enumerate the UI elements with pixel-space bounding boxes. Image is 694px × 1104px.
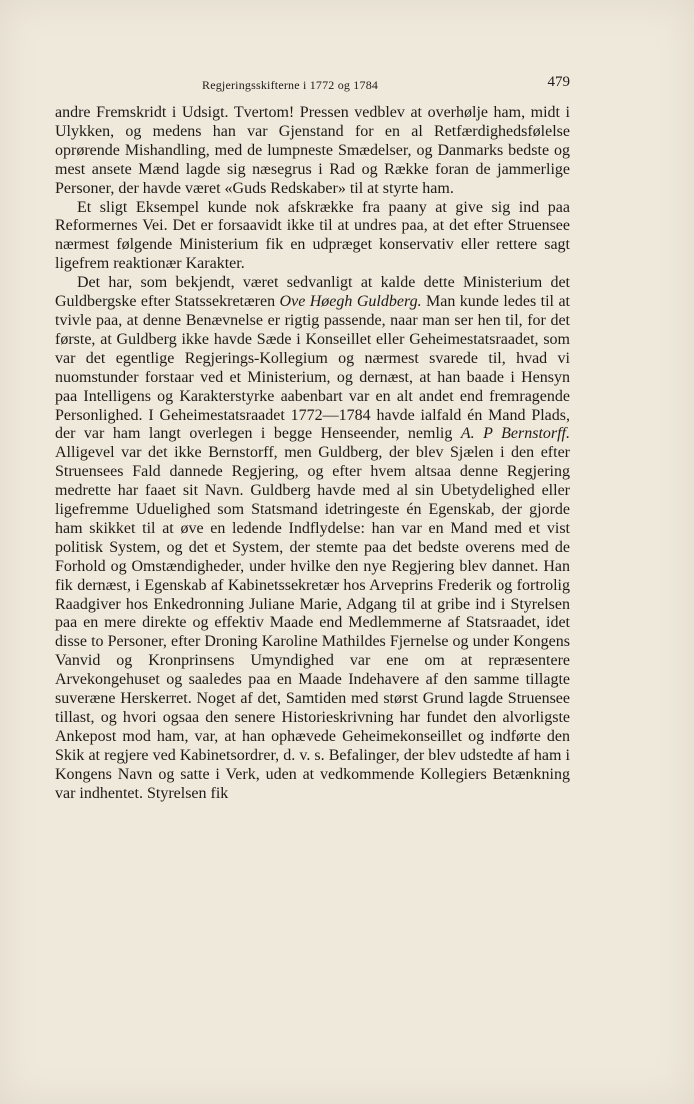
running-title: Regjeringsskifterne i 1772 og 1784 (202, 78, 379, 92)
paragraph-3 (55, 274, 570, 803)
paragraph-1 (55, 104, 570, 199)
body-text (55, 104, 570, 804)
text-segment: Alligevel var det ikke Bernstorff, men Guldberg, der blev Sjælen i den efter Struensees Fald dannede Regjering, og efter hvem altsaa denne Regjering medrette har faaet sit Navn. Guldberg havde med al sin Ubetydelighed eller ligefremme Uduelighed som Statsmand idetringeste én Egenskab, der gjorde ham skikket til at øve en ledende Indflydelse: han var en Mand med et vist politisk System, og det et System, der stemte paa det bedste overens med de Forhold og Omstændigheder, under hvilke den nye Regjering blev dannet. Han fik dernæst, i Egenskab af Kabinetssekretær hos Arveprins Frederik og fortrolig Raadgiver hos Enkedronning Juliane Marie, Adgang til at gribe ind i Styrelsen paa en mere direkte og effektiv Maade end Medlemmerne af Statsraadet, idet disse to Personer, efter Droning Karoline Mathildes Fjernelse og under Kongens Vanvid og Kronprinsens Umyndighed var ene om at repræsentere Arvekongehuset og saaledes paa en Maade Indehavere af den samme tillagte suveræne Herskerret. Noget af det, Samtiden med størst Grund lagde Struensee tillast, og hvori ogsaa den senere Historieskrivning har fundet den alvorligste Ankepost mod ham, var, at han ophævede Geheimekonseillet og indførte den Skik at regjere ved Kabinetsordrer, d. v. s. Befalinger, der blev udstedte af ham i Kongens Navn og satte i Verk, uden at vedkommende Kollegiers Betænkning var indhentet. Styrelsen fik (55, 444, 570, 802)
text-segment: Man kunde ledes til at tvivle paa, at denne Benævnelse er rigtig passende, naar man ser hen til, for det første, at Guldberg ikke havde Sæde i Konseillet eller Geheimestatsraadet, som var det egentlige Regjerings-Kollegium og nærmest svarede til, hvad vi nuomstunder forstaar ved et Ministerium, og dernæst, at han baade i Hensyn paa Intelligens og Karakterstyrke aabenbart var en alt andet end fremragende Personlighed. I Geheimestatsraadet 1772—1784 havde ialfald én Mand Plads, der var ham langt overlegen i begge Henseender, nemlig (55, 293, 570, 443)
italic-name-guldberg: Ove Høegh Guldberg. (279, 293, 422, 311)
page-number: 479 (547, 74, 570, 90)
text-segment: andre Fremskridt i Udsigt. Tvertom! Pressen vedblev at overhølje ham, midt i Ulykken, og medens han var Gjenstand for en al Retfærdighedsfølelse oprørende Mishandling, med de lumpneste Smædelser, og Danmarks bedste og mest ansete Mænd lagde sig næsegrus i Rad og Række foran de jammerlige Personer, der havde været «Guds Redskaber» til at styrte ham. (55, 104, 570, 197)
page-header (55, 74, 570, 94)
text-segment: Et sligt Eksempel kunde nok afskrække fra paany at give sig ind paa Reformernes Vei. Det er forsaavidt ikke til at undres paa, at det efter Struensee nærmest følgende Ministerium fik en udpræget konservativ eller rettere sagt ligefrem reaktionær Karakter. (55, 198, 570, 273)
text-segment: Det har, som bekjendt, været sedvanligt at kalde dette Ministerium det Guldbergske efter Statssekretæren (55, 274, 570, 311)
italic-name-bernstorff: A. P Bernstorff. (460, 425, 571, 443)
paragraph-2 (55, 199, 570, 275)
